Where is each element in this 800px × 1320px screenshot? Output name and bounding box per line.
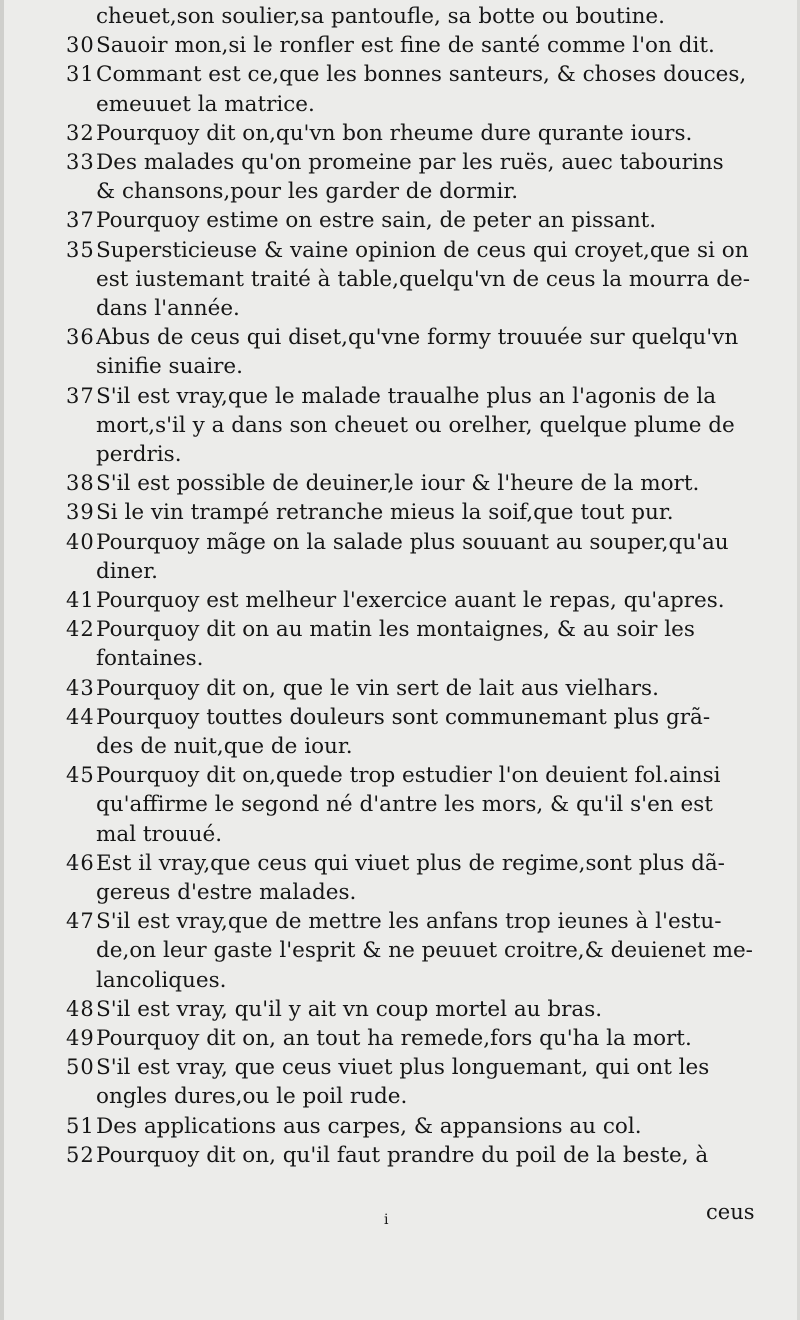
signature-mark: i [384,1212,389,1228]
entry-number: 51 [66,1113,95,1138]
entry-text-line: Des applications aus carpes, & appansions au col. [96,1113,642,1139]
entry-number: 33 [66,150,95,174]
entry-text-line: fontaines. [96,646,204,672]
entry-number: 32 [66,120,95,145]
entry-text-line: Des malades qu'on promeine par les ruës, auec tabourins [96,150,724,175]
entry-text-line: est iustemant traité à table,quelqu'vn de ceus la mourra de- [96,266,751,292]
entry-number: 42 [66,617,95,642]
entry-text-line: qu'affirme le segond né d'antre les mors, & qu'il s'en est [96,792,713,818]
entry-text-line: Abus de ceus qui diset,qu'vne formy trouuée sur quelqu'vn [96,325,739,351]
entry-text-line: Pourquoy dit on, an tout ha remede,fors qu'ha la mort. [96,1026,692,1051]
entry-text-line: Pourquoy dit on, qu'il faut prandre du poil de la beste, à [96,1142,709,1168]
entry-number: 46 [66,850,95,875]
entry-number: 48 [66,996,95,1021]
entry-text-line: S'il est vray, que ceus viuet plus longuemant, qui ont les [96,1055,710,1081]
entry-number: 49 [66,1026,95,1050]
entry-text-line: Commant est ce,que les bonnes santeurs, & choses douces, [96,62,747,88]
entry-text-line: cheuet,son soulier,sa pantoufle, sa botte ou boutine. [96,4,665,29]
entry-number: 43 [66,675,95,700]
entry-number: 45 [66,763,95,788]
entry-text-line: lancoliques. [96,967,227,993]
entry-text-line: Pourquoy estime on estre sain, de peter an pissant. [96,208,657,234]
entry-text-line: des de nuit,que de iour. [96,733,353,759]
entry-text-line: mort,s'il y a dans son cheuet ou orelher, quelque plume de [96,412,735,438]
entry-number: 50 [66,1055,95,1080]
entry-number: 37 [66,208,95,233]
entry-text-line: ongles dures,ou le poil rude. [96,1084,408,1110]
entry-text-line: Pourquoy dit on au matin les montaignes, & au soir les [96,617,695,643]
entry-text-line: Sauoir mon,si le ronfler est fine de santé comme l'on dit. [96,33,715,59]
entry-number: 47 [66,909,95,934]
entry-text-line: & chansons,pour les garder de dormir. [96,179,519,205]
entry-text-line: Pourquoy touttes douleurs sont communemant plus grã- [96,704,711,730]
entry-text-line: Pourquoy dit on,quede trop estudier l'on deuient fol.ainsi [96,763,721,789]
entry-text-line: de,on leur gaste l'esprit & ne peuuet croitre,& deuienet me- [96,938,753,964]
entry-number: 52 [66,1142,95,1167]
entry-text-line: S'il est vray, qu'il y ait vn coup mortel au bras. [96,996,603,1022]
catchword: ceus [706,1200,755,1224]
entry-number: 39 [66,500,95,525]
entry-number: 38 [66,471,95,496]
entry-text-line: mal trouué. [96,821,223,847]
entry-number: 41 [66,588,95,612]
entry-text-line: Pourquoy dit on, que le vin sert de lait aus vielhars. [96,675,659,701]
entry-text-line: Si le vin trampé retranche mieus la soif,que tout pur. [96,500,674,526]
entry-text-line: dans l'année. [96,295,240,321]
entry-text-line: S'il est vray,que de mettre les anfans trop ieunes à l'estu- [96,909,722,935]
entry-text-line: diner. [96,558,158,584]
entry-number: 36 [66,325,95,350]
entry-number: 44 [66,704,95,729]
entry-text-line: Pourquoy est melheur l'exercice auant le repas, qu'apres. [96,588,725,613]
entry-text-line: perdris. [96,441,182,467]
page-left-edge [0,0,4,1320]
entry-number: 35 [66,237,95,262]
entry-number: 37 [66,383,95,408]
entry-text-line: emeuuet la matrice. [96,91,315,117]
entry-text-line: S'il est possible de deuiner,le iour & l'heure de la mort. [96,471,700,497]
entry-number: 40 [66,529,95,554]
entry-text-line: Pourquoy dit on,qu'vn bon rheume dure qurante iours. [96,120,693,146]
entry-text-line: gereus d'estre malades. [96,879,357,905]
entry-number: 30 [66,33,95,58]
entry-text-line: Est il vray,que ceus qui viuet plus de regime,sont plus dã- [96,850,725,876]
entry-text-line: Supersticieuse & vaine opinion de ceus qui croyet,que si on [96,237,749,263]
entry-text-line: S'il est vray,que le malade traualhe plus an l'agonis de la [96,383,717,409]
entry-text-line: sinifie suaire. [96,354,243,380]
entry-number: 31 [66,62,95,87]
entry-text-line: Pourquoy mãge on la salade plus souuant au souper,qu'au [96,529,729,555]
